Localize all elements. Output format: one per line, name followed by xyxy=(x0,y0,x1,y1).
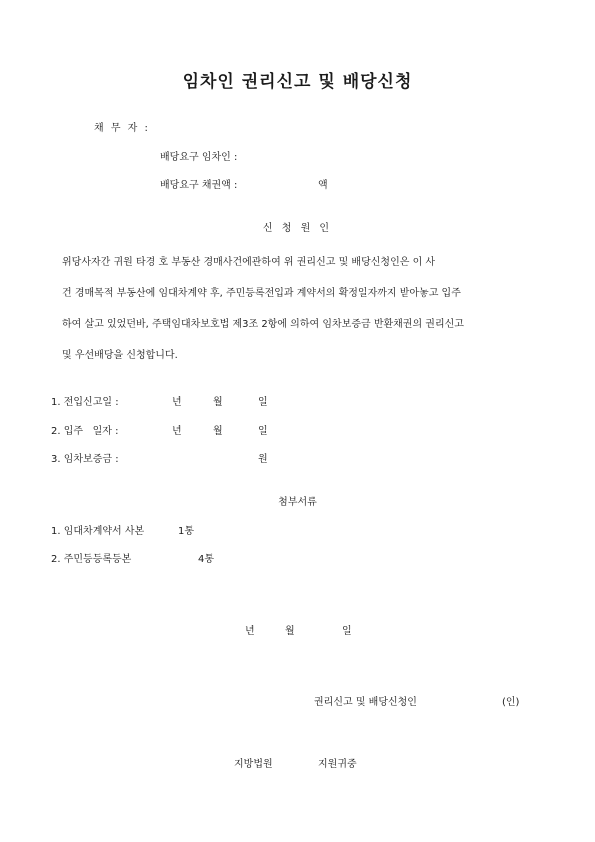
seal-label: (인) xyxy=(502,697,520,708)
body-line: 및 우선배당을 신청합니다. xyxy=(62,350,178,361)
body-line: 위당사자간 귀원 타경 호 부동산 경매사건에관하여 위 권리신고 및 배당신청인은 이 사 xyxy=(62,257,436,268)
attachment-count: 4통 xyxy=(198,554,215,565)
attachment-count: 1통 xyxy=(178,526,195,537)
move-in-date-label: 1. 전입신고일 : xyxy=(51,397,119,408)
date-year: 년 xyxy=(245,626,255,637)
deposit-label: 3. 임차보증금 : xyxy=(51,454,119,465)
date-month: 월 xyxy=(285,626,295,637)
occupancy-month: 월 xyxy=(213,426,223,437)
court-district: 지방법원 xyxy=(234,759,273,770)
attachment-name: 2. 주민등등록등본 xyxy=(51,554,132,565)
occupancy-year: 년 xyxy=(172,426,182,437)
attachment-name: 1. 임대차계약서 사본 xyxy=(51,526,145,537)
deposit-unit: 원 xyxy=(258,454,268,465)
attachments-heading: 첨부서류 xyxy=(278,497,317,508)
occupancy-date-label: 2. 입주 일자 : xyxy=(51,426,119,437)
date-day: 일 xyxy=(342,626,352,637)
document-title: 임차인 권리신고 및 배당신청 xyxy=(182,72,413,92)
court-branch: 지원귀중 xyxy=(318,759,357,770)
debtor-label: 채 무 자 : xyxy=(94,123,150,134)
body-line: 건 경매목적 부동산에 임대차계약 후, 주민등록전입과 계약서의 확정일자까지 받아놓고 입주 xyxy=(62,288,461,299)
body-paragraph xyxy=(62,247,540,371)
claim-amount-unit: 액 xyxy=(318,180,328,191)
claim-amount-label: 배당요구 채권액 : xyxy=(160,180,238,191)
move-in-year: 년 xyxy=(172,397,182,408)
move-in-day: 일 xyxy=(258,397,268,408)
occupancy-day: 일 xyxy=(258,426,268,437)
move-in-month: 월 xyxy=(213,397,223,408)
applicant-label: 권리신고 및 배당신청인 xyxy=(314,697,417,708)
claimant-label: 배당요구 임차인 : xyxy=(160,152,238,163)
body-line: 하여 살고 있었던바, 주택임대차보호법 제3조 2항에 의하여 임차보증금 반환채권의 권리신고 xyxy=(62,319,464,330)
reason-heading: 신 청 원 인 xyxy=(262,223,333,234)
